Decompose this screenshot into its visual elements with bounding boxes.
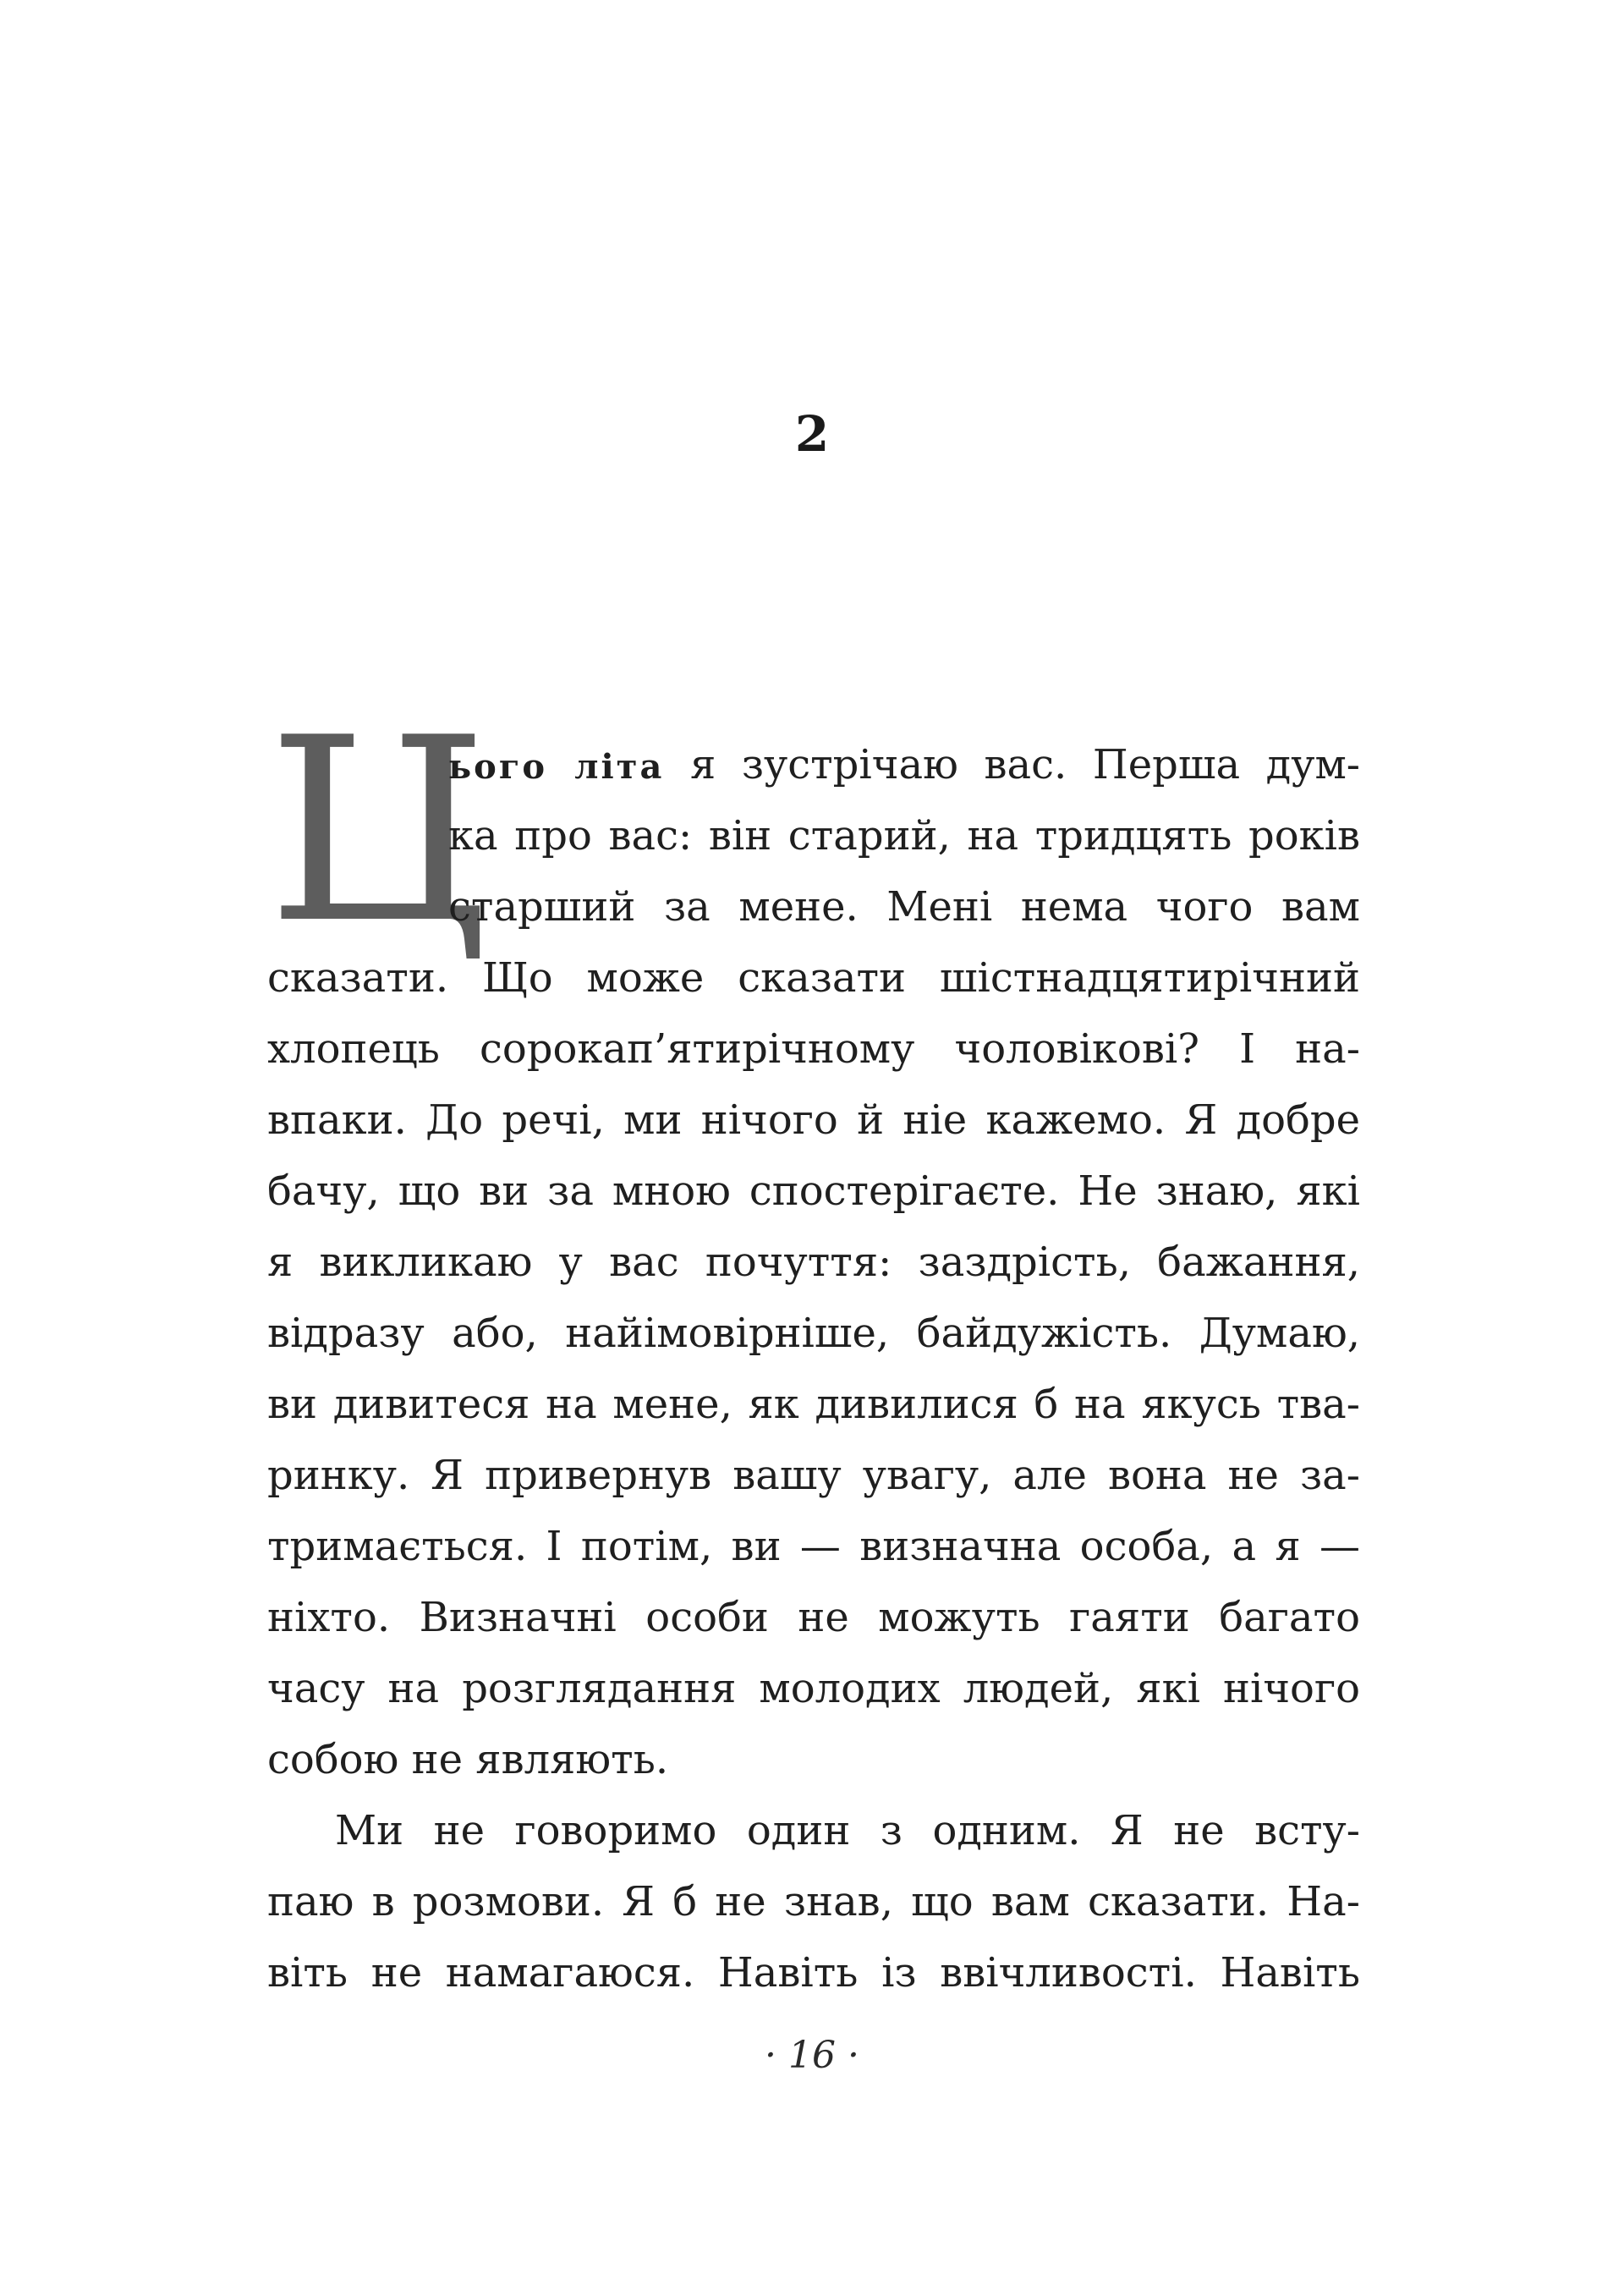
chapter-number: 2: [794, 405, 830, 463]
text-line: часу на розглядання молодих людей, які нічого: [267, 1665, 1360, 1712]
text-line: хлопець сорокап’ятирічному чоловікові? І на-: [267, 1025, 1360, 1073]
text-line: тримається. І потім, ви — визначна особа, а я —: [267, 1523, 1360, 1570]
text-line: бачу, що ви за мною спостерігаєте. Не знаю, які: [267, 1167, 1360, 1215]
text-line: ринку. Я привернув вашу увагу, але вона не за-: [267, 1452, 1360, 1499]
text-line: [448, 729, 1360, 800]
text-line: собою не являють.: [267, 1736, 669, 1783]
text-line: відразу або, найімовірніше, байдужість. Думаю,: [267, 1310, 1360, 1357]
text-line: паю в розмови. Я б не знав, що вам сказати. На-: [267, 1878, 1360, 1925]
body-text: [267, 684, 1361, 2008]
drop-cap: Ц: [267, 684, 489, 979]
page-number: · 16 ·: [765, 2034, 859, 2077]
text-line: старший за мене. Мені нема чого вам: [448, 883, 1360, 931]
text-line: ніхто. Визначні особи не можуть гаяти багато: [267, 1594, 1360, 1641]
lead-in-small-caps: ього літа: [448, 747, 665, 787]
text-line: віть не намагаюся. Навіть із ввічливості. Навіть: [267, 1949, 1360, 1997]
text-line: ви дивитеся на мене, як дивилися б на якусь тва-: [267, 1381, 1360, 1428]
text-line: впаки. До речі, ми нічого й ніе кажемо. Я добре: [267, 1096, 1360, 1144]
text-line: Ми не говоримо один з одним. Я не всту-: [335, 1807, 1360, 1854]
text-line: ка про вас: він старий, на тридцять років: [448, 812, 1360, 860]
text-line: я викликаю у вас почуття: заздрість, бажання,: [267, 1239, 1360, 1286]
first-line-text: я зустрічаю вас. Перша дум-: [664, 741, 1361, 788]
text-line: сказати. Що може сказати шістнадцятирічний: [267, 954, 1360, 1002]
